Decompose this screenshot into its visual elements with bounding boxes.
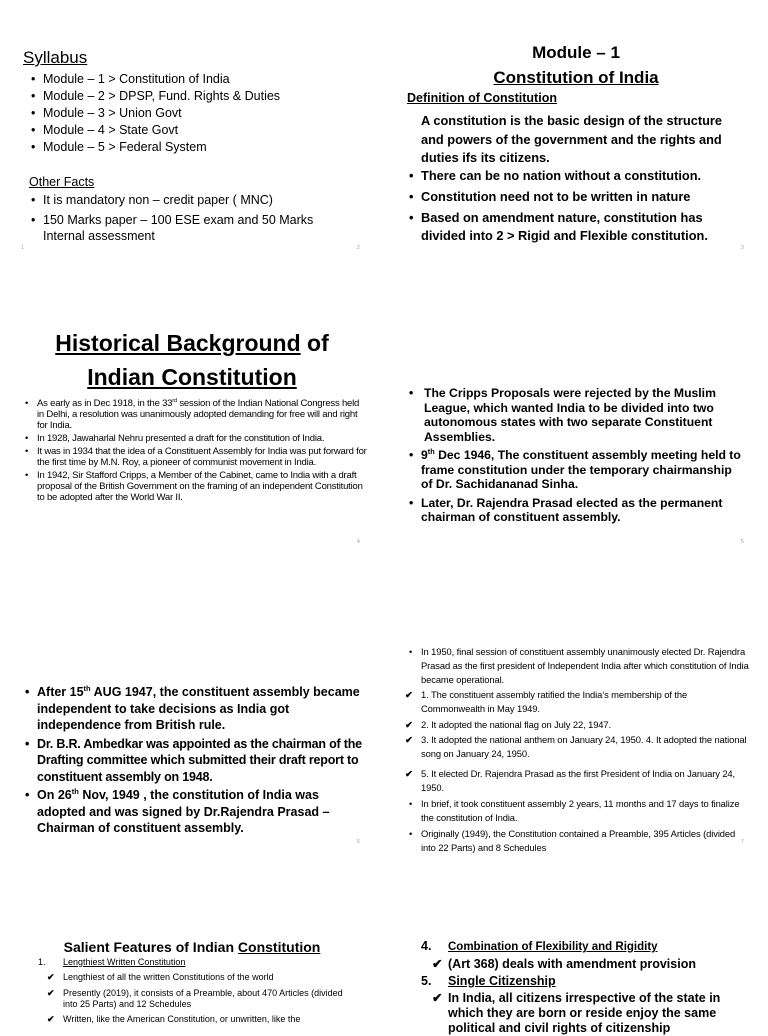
checklist-item: ✔ 5. It elected Dr. Rajendra Prasad as the first President of India on January 24, 1950. bbox=[421, 767, 751, 795]
list-item: • Module – 5 > Federal System bbox=[43, 139, 373, 156]
slide-title bbox=[0, 939, 384, 955]
definition-list bbox=[421, 167, 741, 245]
checklist-item: ✔ Presently (2019), it consists of a Preamble, about 470 Articles (divided into 25 Parts) and 12 Schedules bbox=[63, 988, 353, 1010]
list-item: • Module – 3 > Union Govt bbox=[43, 105, 373, 122]
list-item: • Based on amendment nature, constitution has divided into 2 > Rigid and Flexible constitution. bbox=[421, 209, 741, 245]
checklist-item: ✔ 3. It adopted the national anthem on January 24, 1950. 4. It adopted the national song on January 24, 1950. bbox=[421, 733, 751, 761]
list-item: • In 1928, Jawaharlal Nehru presented a draft for the constitution of India. bbox=[37, 433, 367, 444]
superscript: th bbox=[83, 683, 91, 693]
list-item: • It is mandatory non – credit paper ( MNC) bbox=[43, 192, 343, 208]
slide-syllabus bbox=[0, 0, 384, 255]
text-segment: On 26 bbox=[37, 788, 72, 802]
list-item: • Originally (1949), the Constitution contained a Preamble, 395 Articles (divided into 22 Parts) and 8 Schedules bbox=[421, 827, 751, 855]
page-number: 5 bbox=[741, 539, 744, 545]
list-item: • Module – 1 > Constitution of India bbox=[43, 71, 373, 88]
history-list bbox=[421, 386, 741, 525]
features-list bbox=[38, 957, 353, 1025]
history-list bbox=[37, 398, 367, 503]
numbered-item bbox=[38, 957, 353, 968]
title-part: Constitution bbox=[237, 939, 321, 955]
slide-title bbox=[0, 330, 384, 357]
superscript: th bbox=[71, 786, 79, 796]
slide-module-1 bbox=[384, 0, 768, 255]
page-number: 4 bbox=[357, 539, 360, 545]
definition-text: A constitution is the basic design of the structure and powers of the government and the rights and duties ifs its citizens. bbox=[421, 113, 722, 165]
text-segment: Dec 1946, The constituent assembly meeting held to frame constitution under the temporary chairmanship of Dr. Sachidananad Sinha. bbox=[421, 448, 741, 491]
item-heading: Lengthiest Written Constitution bbox=[63, 957, 186, 967]
text-segment: AUG 1947, the constituent assembly became independent to take decisions as India got independence from British rule. bbox=[37, 685, 360, 732]
checklist-item: ✔ Written, like the American Constitution, or unwritten, like the bbox=[63, 1014, 353, 1025]
page-number: 1 bbox=[21, 245, 24, 251]
numbered-item bbox=[421, 974, 748, 989]
facts-list bbox=[43, 192, 343, 244]
slide-salient-features bbox=[0, 768, 384, 1024]
list-item: • In brief, it took constituent assembly 2 years, 11 months and 17 days to finalize the constitution of India. bbox=[421, 797, 751, 825]
title-part: of bbox=[300, 330, 329, 356]
item-number: 1. bbox=[38, 957, 46, 967]
list-item bbox=[37, 684, 362, 734]
title-part: Historical Background bbox=[55, 330, 301, 356]
list-item: • 150 Marks paper – 100 ESE exam and 50 Marks Internal assessment bbox=[43, 212, 343, 244]
list-item bbox=[421, 448, 741, 492]
list-item: • Later, Dr. Rajendra Prasad elected as the permanent chairman of constituent assembly. bbox=[421, 496, 741, 525]
slide-independence bbox=[0, 512, 384, 845]
slide-title: Constitution of India bbox=[493, 68, 659, 87]
list-item: • Module – 4 > State Govt bbox=[43, 122, 373, 139]
superscript: th bbox=[427, 446, 435, 456]
checklist-item: ✔ Lengthiest of all the written Constitutions of the world bbox=[63, 972, 353, 983]
page-number: 6 bbox=[357, 839, 360, 845]
text-segment: session of the Indian National Congress held in Delhi, a resolution was unanimously adopted demanding for free will and right for India. bbox=[37, 398, 360, 431]
checklist-item: ✔ 2. It adopted the national flag on July 22, 1947. bbox=[421, 718, 751, 732]
list-item: • There can be no nation without a constitution. bbox=[421, 167, 741, 185]
numbered-item bbox=[421, 939, 748, 955]
checklist-item: ✔ In India, all citizens irrespective of the state in which they are born or reside enjoy the same political and civil rights of citizenship bbox=[448, 991, 748, 1036]
checklist-item: ✔ (Art 368) deals with amendment provision bbox=[448, 957, 748, 972]
text-segment: Nov, 1949 , the constitution of India was adopted and was signed by Dr.Rajendra Prasad – Chairman of constituent assembly. bbox=[37, 788, 330, 835]
text-segment: 9 bbox=[421, 448, 428, 462]
list-item: • It was in 1934 that the idea of a Constituent Assembly for India was put forward for the first time by M.N. Roy, a pioneer of communist movement in India. bbox=[37, 446, 367, 468]
list-item: • In 1942, Sir Stafford Cripps, a Member of the Cabinet, came to India with a draft proposal of the British Government on the framing of an independent Constitution to be adopted after the World War II. bbox=[37, 470, 367, 503]
slide-historical-background bbox=[0, 256, 384, 545]
module-list bbox=[43, 71, 373, 156]
slide-cripps bbox=[384, 256, 768, 545]
checklist-item: ✔ 1. The constituent assembly ratified the India’s membership of the Commonwealth in May 1949. bbox=[421, 688, 751, 716]
item-heading: Combination of Flexibility and Rigidity bbox=[448, 941, 658, 953]
text-segment: After 15 bbox=[37, 685, 84, 699]
section-heading: Definition of Constitution bbox=[407, 91, 557, 105]
page-number: 3 bbox=[741, 245, 744, 251]
page-number: 7 bbox=[741, 839, 744, 845]
features-list bbox=[421, 939, 748, 1036]
page-number: 2 bbox=[357, 245, 360, 251]
slide-title: Indian Constitution bbox=[87, 364, 297, 390]
superscript: rd bbox=[172, 397, 177, 404]
title-part: Salient Features of Indian bbox=[63, 939, 235, 955]
slide-flexibility bbox=[384, 768, 768, 1035]
slide-title: Module – 1 bbox=[532, 43, 620, 62]
slide-final-session bbox=[384, 512, 768, 853]
list-item: • The Cripps Proposals were rejected by the Muslim League, which wanted India to be divided into two autonomous states with two separate Constituent Assemblies. bbox=[421, 386, 741, 444]
slide-title: Syllabus bbox=[23, 48, 88, 67]
list-item: • Module – 2 > DPSP, Fund. Rights & Duties bbox=[43, 88, 373, 105]
item-number: 5. bbox=[421, 974, 432, 988]
list-item bbox=[37, 398, 367, 431]
list-item: • In 1950, final session of constituent assembly unanimously elected Dr. Rajendra Prasad as the first president of Independent India after which constitution of India became operational. bbox=[421, 645, 751, 687]
item-number: 4. bbox=[421, 939, 432, 953]
section-heading: Other Facts bbox=[29, 175, 95, 189]
text-segment: As early as in Dec 1918, in the 33 bbox=[37, 398, 173, 409]
item-heading: Single Citizenship bbox=[448, 974, 556, 988]
list-item: • Dr. B.R. Ambedkar was appointed as the chairman of the Drafting committee which submitted their draft report to constituent assembly on 1948. bbox=[37, 736, 362, 786]
list-item: • Constitution need not to be written in nature bbox=[421, 188, 741, 206]
